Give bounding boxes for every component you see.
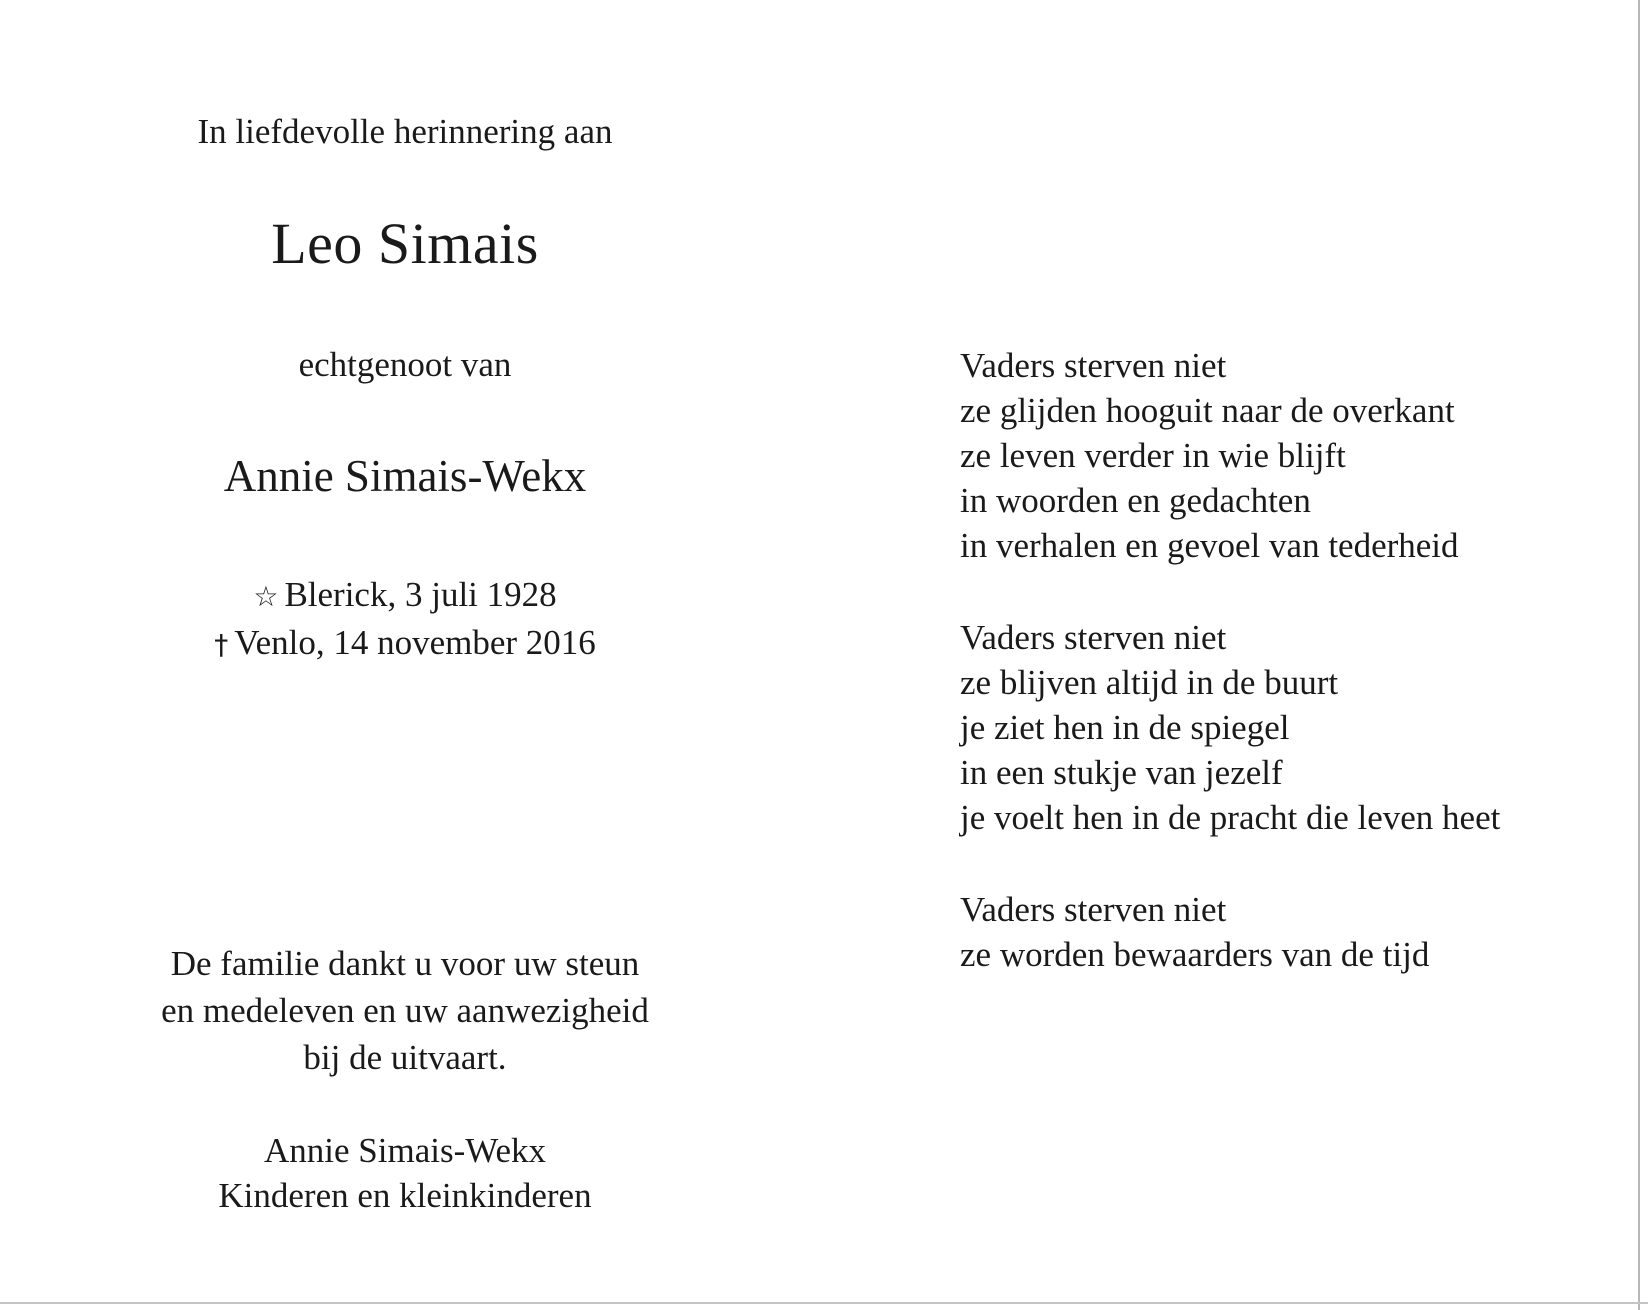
poem-line: je voelt hen in de pracht die leven heet [960, 798, 1501, 837]
cross-icon: † [214, 628, 229, 661]
poem-stanza [960, 615, 1500, 840]
poem-line: ze worden bewaarders van de tijd [960, 935, 1430, 974]
poem-line: in woorden en gedachten [960, 481, 1311, 520]
poem-line: in een stukje van jezelf [960, 753, 1283, 792]
thanks-line: De familie dankt u voor uw steun [170, 944, 640, 983]
spouse-name: Annie Simais-Wekx [223, 451, 587, 501]
poem-stanza [960, 343, 1500, 568]
death-text: Venlo, 14 november 2016 [234, 623, 596, 662]
death-line [0, 620, 810, 668]
thanks-line: en medeleven en uw aanwezigheid [161, 991, 649, 1030]
poem-line: Vaders sterven niet [960, 618, 1227, 657]
poem [960, 343, 1500, 977]
poem-line: Vaders sterven niet [960, 346, 1227, 385]
family-signoff [0, 1128, 810, 1218]
birth-line [0, 572, 810, 620]
card-edge-bottom [0, 1302, 1648, 1304]
poem-line: Vaders sterven niet [960, 890, 1227, 929]
poem-line: ze leven verder in wie blijft [960, 436, 1346, 475]
relation-label: echtgenoot van [298, 345, 512, 384]
thanks-line: bij de uitvaart. [303, 1038, 507, 1077]
star-icon: ☆ [253, 580, 279, 613]
life-dates [0, 572, 810, 668]
signoff-line: Kinderen en kleinkinderen [218, 1176, 592, 1215]
signoff-line: Annie Simais-Wekx [264, 1131, 546, 1170]
deceased-name: Leo Simais [271, 211, 539, 276]
poem-line: ze glijden hooguit naar de overkant [960, 391, 1455, 430]
poem-line: in verhalen en gevoel van tederheid [960, 526, 1459, 565]
card-edge-right [1638, 0, 1640, 1310]
birth-text: Blerick, 3 juli 1928 [284, 575, 557, 614]
poem-stanza [960, 887, 1500, 977]
poem-line: ze blijven altijd in de buurt [960, 663, 1339, 702]
intro-text: In liefdevolle herinnering aan [197, 112, 613, 151]
thanks-message [0, 940, 810, 1081]
poem-line: je ziet hen in de spiegel [960, 708, 1290, 747]
